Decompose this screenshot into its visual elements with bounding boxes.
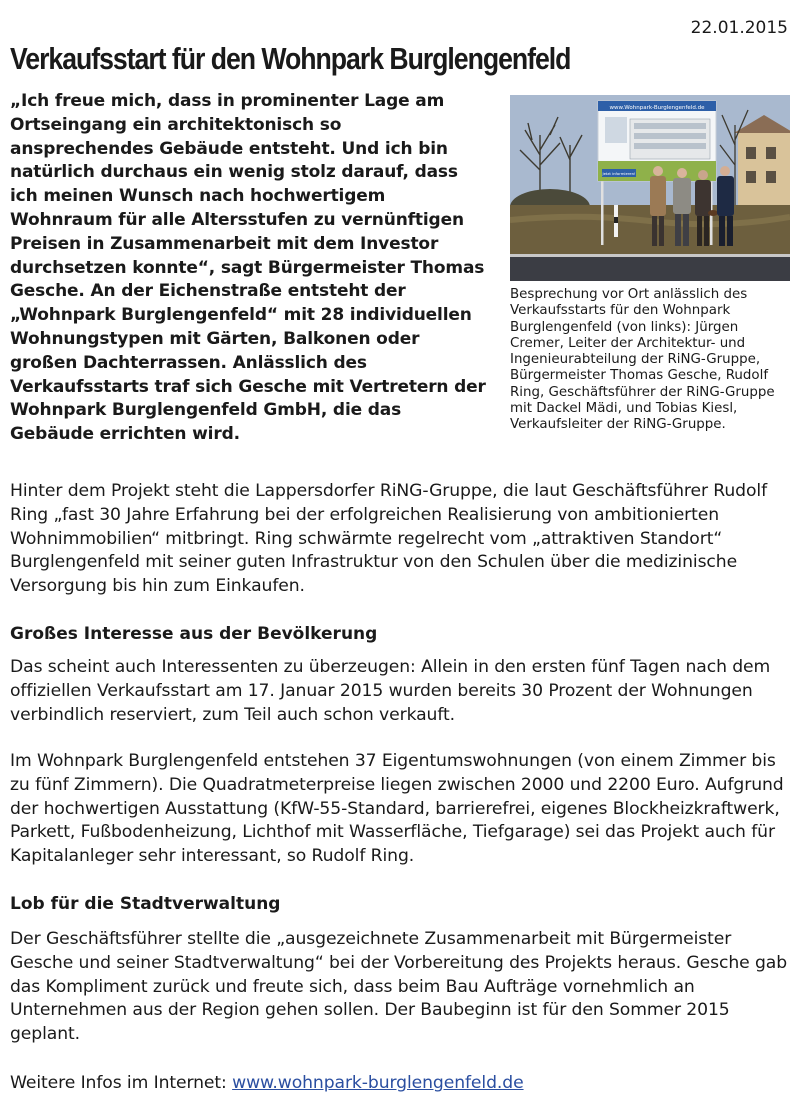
subheading-praise: Lob für die Stadtverwaltung — [10, 894, 281, 914]
footer-info — [10, 1072, 792, 1096]
article-title: Verkaufsstart für den Wohnpark Burglengenfeld — [10, 40, 571, 76]
paragraph-apartments: Im Wohnpark Burglengenfeld entstehen 37 Eigentumswohnungen (von einem Zimmer bis zu fünf Zimmern). Die Quadratmeterpreise liegen zwischen 2000 und 2200 Euro. Aufgrund der hochwertigen Ausstattung (KfW-55-Standard, barrierefrei, eigenes Blockheizkraftwerk, Parkett, Fußbodenheizung, Lichthof mit Wasserfläche, Tiefgarage) sei das Projekt auch für Kapitalanleger sehr interessant, so Rudolf Ring. — [10, 751, 784, 867]
paragraph-praise: Der Geschäftsführer stellte die „ausgezeichnete Zusammenarbeit mit Bürgermeister Gesche und seiner Stadtverwaltung“ bei der Vorbereitung des Projekts heraus. Gesche gab das Kompliment zurück und freute sich, dass beim Bau Aufträge vornehmlich an Unternehmen aus der Region gehen sollen. Der Baubeginn ist für den Sommer 2015 geplant. — [10, 929, 788, 1045]
paragraph-project: Hinter dem Projekt steht die Lappersdorfer RiNG-Gruppe, die laut Geschäftsführer Rudolf Ring „fast 30 Jahre Erfahrung bei der erfolgreichen Realisierung von ambitionierten Wohnimmobilien“ mitbringt. Ring schwärmte regelrecht vom „attraktiven Standort“ Burglengenfeld mit seiner guten Infrastruktur von den Schulen über die medizinische Versorgung bis hin zum Einkaufen. — [10, 481, 768, 597]
road — [510, 255, 790, 281]
lead-paragraph: „Ich freue mich, dass in prominenter Lage am Ortseingang ein architektonisch so ansprechendes Gebäude entsteht. Und ich bin natürlich durchaus ein wenig stolz darauf, dass ich meinen Wunsch nach hochwertigem Wohnraum für alle Altersstufen zu vernünftigen Preisen in Zusammenarbeit mit dem Investor durchsetzen konnte“, sagt Bürgermeister Thomas Gesche. An der Eichenstraße entsteht der „Wohnpark Burglengenfeld“ mit 28 individuellen Wohnungstypen mit Gärten, Balkonen oder großen Dachterrassen. Anlässlich des Verkaufsstarts traf sich Gesche mit Vertretern der Wohnpark Burglengenfeld GmbH, die das Gebäude errichten wird. — [10, 91, 486, 445]
article-date: 22.01.2015 — [690, 18, 788, 38]
paragraph-interest: Das scheint auch Interessenten zu überzeugen: Allein in den ersten fünf Tagen nach dem offiziellen Verkaufsstart am 17. Januar 2015 wurden bereits 30 Prozent der Wohnungen verbindlich reserviert, zum Teil auch schon verkauft. — [10, 657, 771, 725]
photo-caption: Besprechung vor Ort anlässlich des Verkaufsstarts für den Wohnpark Burglengenfeld (von links): Jürgen Cremer, Leiter der Architektur- und Ingenieurabteilung der RiNG-Gruppe, Bürgermeister Thomas Gesche, Rudolf Ring, Geschäftsführer der RiNG-Gruppe mit Dackel Mädi, und Tobias Kiesl, Verkaufsleiter der RiNG-Gruppe. — [510, 287, 775, 433]
building-right — [738, 130, 790, 205]
photo-illustration — [510, 95, 790, 281]
website-link[interactable]: www.wohnpark-burglengenfeld.de — [232, 1073, 524, 1093]
article-photo — [510, 95, 790, 281]
sign-button-text: Jetzt informieren! — [602, 171, 636, 176]
subheading-interest: Großes Interesse aus der Bevölkerung — [10, 624, 378, 644]
sign-text: www.Wohnpark-Burglengenfeld.de — [609, 105, 705, 111]
footer-prefix: Weitere Infos im Internet: — [10, 1073, 233, 1093]
